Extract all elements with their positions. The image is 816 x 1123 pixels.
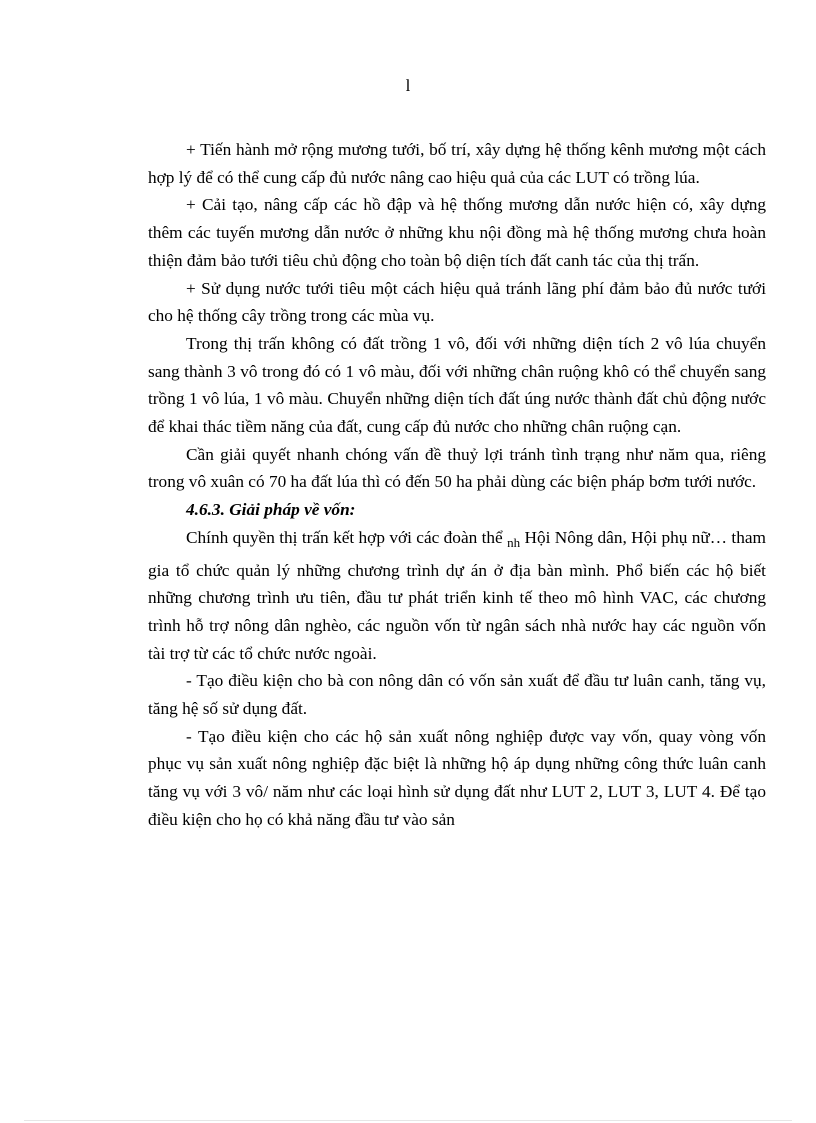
page-number: l [405,76,411,95]
section-heading: 4.6.3. Giải pháp về vốn: [186,500,356,520]
paragraph-water-use: + Sử dụng nước tưới tiêu một cách hiệu quả tránh lãng phí đảm bảo đủ nước tưới cho hệ thống cây trồng trong các mùa vụ. [148,278,766,326]
paragraph-irrigation-urgent: Cần giải quyết nhanh chóng vấn đề thuỷ lợi tránh tình trạng như năm qua, riêng trong vô xuân có 70 ha đất lúa thì có đến 50 ha phải dùng các biện pháp bơm tưới nước. [148,444,766,492]
capital-text-before: Chính quyền thị trấn kết hợp với các đoàn thể [186,527,503,547]
paragraph-loans: - Tạo điều kiện cho các hộ sản xuất nông nghiệp được vay vốn, quay vòng vốn phục vụ sản xuất nông nghiệp đặc biệt là những hộ áp dụng những công thức luân canh tăng vụ với 3 vô/ năm như các loại hình sử dụng đất như LUT 2, LUT 3, LUT 4. Để tạo điều kiện cho họ có khả năng đầu tư vào sản [148,726,766,829]
paragraph-crop-conversion: Trong thị trấn không có đất trồng 1 vô, đối với những diện tích 2 vô lúa chuyển sang thành 3 vô trong đó có 1 vô màu, đối với những chân ruộng khô có thể chuyển sang trồng 1 vô lúa, 1 vô màu. Chuyển những diện tích đất úng nước thành đất chủ động nước để khai thác tiềm năng của đất, cung cấp đủ nước cho những chân ruộng cạn. [148,333,766,437]
paragraph-capital [148,524,766,668]
paragraph-irrigation-expand: + Tiến hành mở rộng mương tưới, bố trí, xây dựng hệ thống kênh mương một cách hợp lý để có thể cung cấp đủ nước nâng cao hiệu quả của các LUT có trồng lúa. [148,140,766,187]
paragraph-irrigation-upgrade: + Cải tạo, nâng cấp các hồ đập và hệ thống mương dẫn nước hiện có, xây dựng thêm các tuyến mương dẫn nước ở những khu nội đồng mà hệ thống mương chưa hoàn thiện đảm bảo tưới tiêu chủ động cho toàn bộ diện tích đất canh tác của thị trấn. [148,195,766,270]
document-body [148,136,766,834]
page-bottom-border [24,1120,792,1121]
paragraph-farmer-capital: - Tạo điều kiện cho bà con nông dân có vốn sản xuất để đầu tư luân canh, tăng vụ, tăng hệ số sử dụng đất. [148,671,766,719]
capital-text-after: Hội Nông dân, Hội phụ nữ… tham gia tổ chức quản lý những chương trình dự án ở địa bàn mình. Phổ biến các hộ biết những chương trình ưu tiên, đầu tư phát triển kinh tế theo mô hình VAC, các chương trình hỗ trợ nông dân nghèo, các nguồn vốn từ ngân sách nhà nước hay các nguồn vốn tài trợ từ các tổ chức nước ngoài. [148,527,766,663]
capital-subscript: nh [507,534,521,550]
